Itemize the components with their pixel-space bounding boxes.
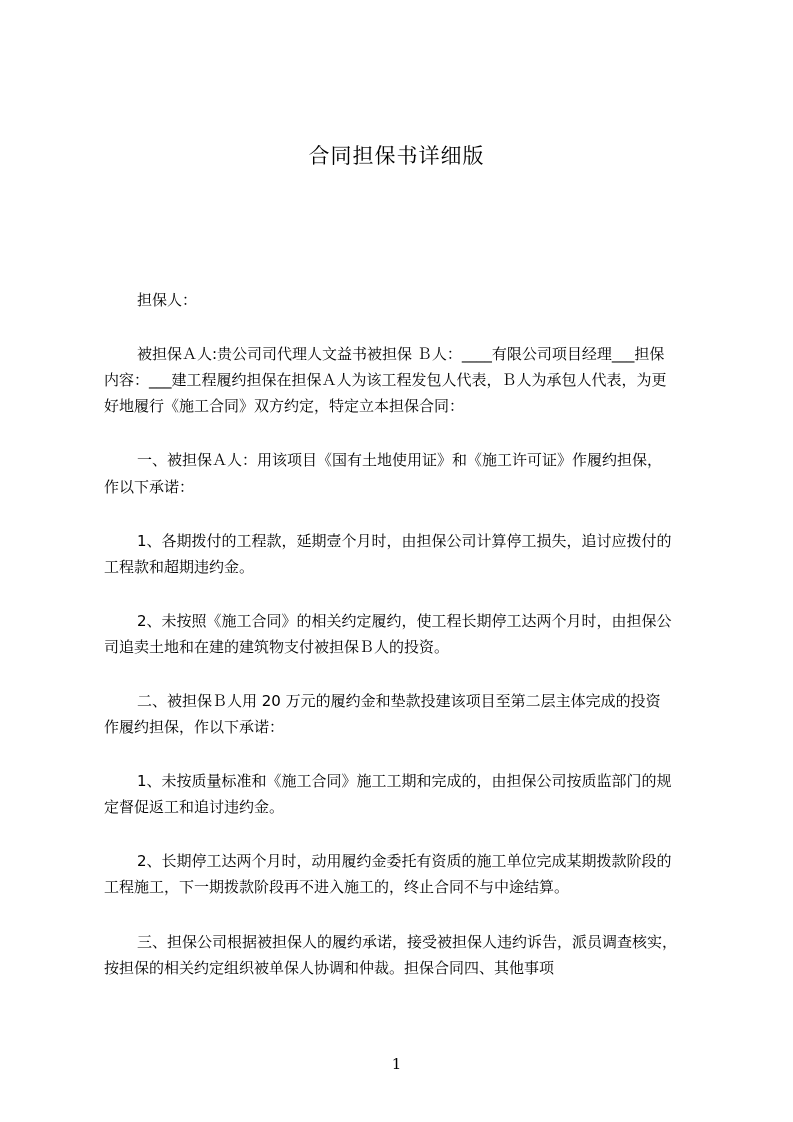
paragraph-line: 被担保Ａ人:贵公司司代理人文益书被担保 Ｂ人：____有限公司项目经理___担保 [137, 345, 665, 363]
paragraph-line: 司追卖土地和在建的建筑物支付被担保Ｂ人的投资。 [104, 638, 450, 656]
paragraph-line: 定督促返工和追讨违约金。 [104, 798, 285, 816]
document-title: 合同担保书详细版 [308, 144, 485, 168]
paragraph-line: 三、担保公司根据被担保人的履约承诺，接受被担保人违约诉告，派员调查核实， [137, 933, 678, 951]
paragraph-line: 工程款和超期违约金。 [104, 558, 255, 576]
guarantor-label: 担保人： [137, 291, 198, 309]
paragraph-line: 2、长期停工达两个月时，动用履约金委托有资质的施工单位完成某期拨款阶段的 [137, 852, 672, 870]
paragraph-line: 工程施工，下一期拨款阶段再不进入施工的，终止合同不与中途结算。 [104, 878, 570, 896]
paragraph-line: 作以下承诺： [104, 478, 195, 496]
paragraph-line: 2、未按照《施工合同》的相关约定履约，使工程长期停工达两个月时，由担保公 [137, 612, 672, 630]
paragraph-line: 二、被担保Ｂ人用 20 万元的履约金和垫款投建该项目至第二层主体完成的投资 [137, 692, 661, 710]
page-number: 1 [391, 1055, 402, 1073]
paragraph-line: 一、被担保Ａ人：用该项目《国有土地使用证》和《施工许可证》作履约担保， [137, 451, 663, 469]
paragraph-line: 1、各期拨付的工程款，延期壹个月时，由担保公司计算停工损失，追讨应拨付的 [137, 532, 672, 550]
paragraph-line: 好地履行《施工合同》双方约定，特定立本担保合同： [104, 397, 465, 415]
paragraph-line: 作履约担保，作以下承诺： [104, 718, 285, 736]
paragraph-line: 1、未按质量标准和《施工合同》施工工期和完成的，由担保公司按质监部门的规 [137, 772, 672, 790]
paragraph-line: 内容：___建工程履约担保在担保Ａ人为该工程发包人代表，Ｂ人为承包人代表，为更 [104, 371, 667, 389]
paragraph-line: 按担保的相关约定组织被单保人协调和仲裁。担保合同四、其他事项 [104, 959, 555, 977]
